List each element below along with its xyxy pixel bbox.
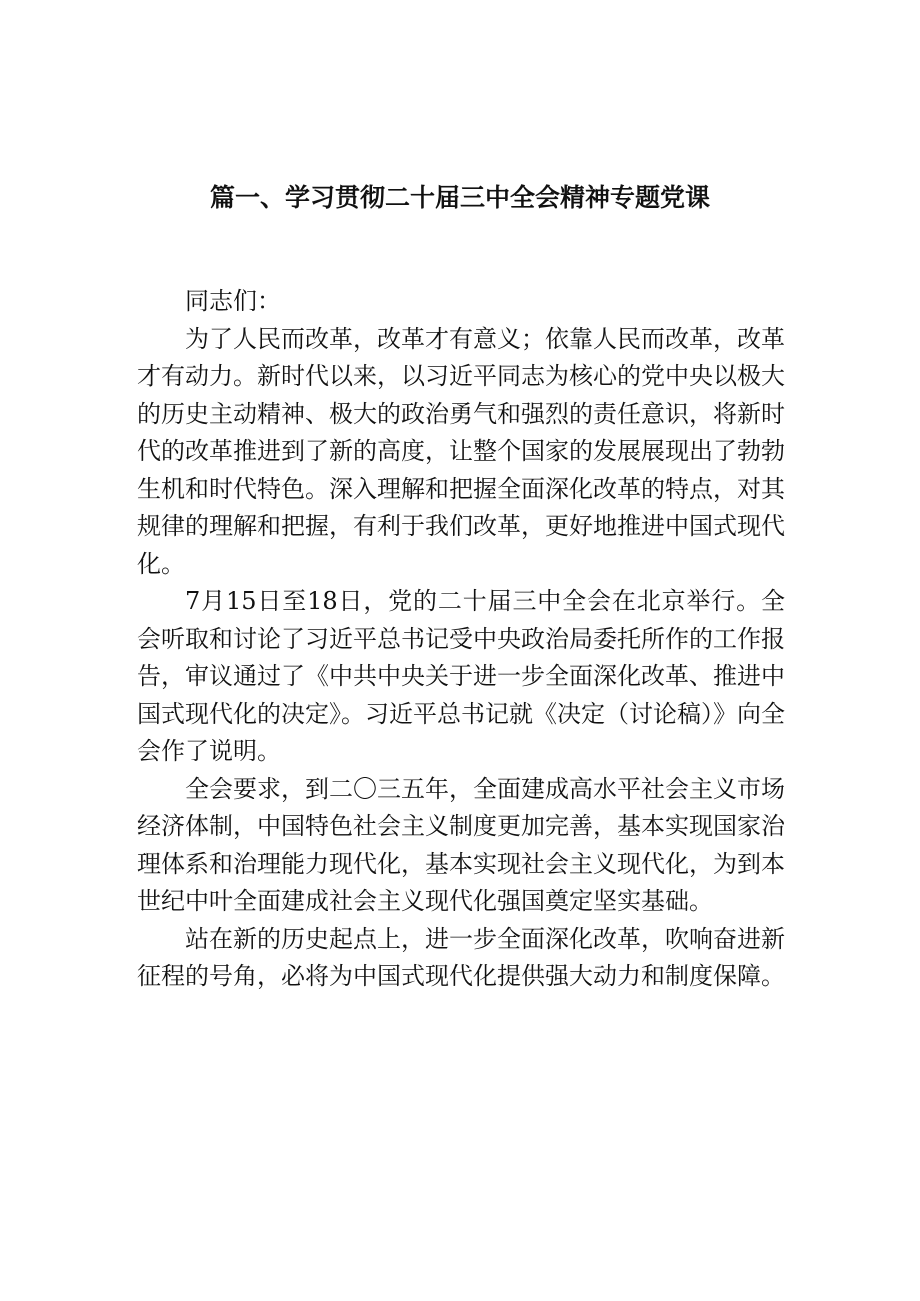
paragraph-3: 全会要求，到二〇三五年，全面建成高水平社会主义市场经济体制，中国特色社会主义制度更加完善，基本实现国家治理体系和治理能力现代化，基本实现社会主义现代化，为到本世纪中叶全面建成社会主义现代化强国奠定坚实基础。 xyxy=(137,774,785,915)
paragraph-2: 7月15日至18日，党的二十届三中全会在北京举行。全会听取和讨论了习近平总书记受中央政治局委托所作的工作报告，审议通过了《中共中央关于进一步全面深化改革、推进中国式现代化的决定》。习近平总书记就《决定（讨论稿）》向全会作了说明。 xyxy=(137,587,785,765)
paragraph-4: 站在新的历史起点上，进一步全面深化改革，吹响奋进新征程的号角，必将为中国式现代化提供强大动力和制度保障。 xyxy=(137,924,785,990)
salutation: 同志们： xyxy=(185,287,281,315)
paragraph-1: 为了人民而改革，改革才有意义；依靠人民而改革，改革才有动力。新时代以来，以习近平同志为核心的党中央以极大的历史主动精神、极大的政治勇气和强烈的责任意识，将新时代的改革推进到了新的高度，让整个国家的发展展现出了勃勃生机和时代特色。深入理解和把握全面深化改革的特点，对其规律的理解和把握，有利于我们改革，更好地推进中国式现代化。 xyxy=(137,324,785,578)
document-title: 篇一、学习贯彻二十届三中全会精神专题党课 xyxy=(209,183,710,212)
document-body xyxy=(137,283,785,996)
